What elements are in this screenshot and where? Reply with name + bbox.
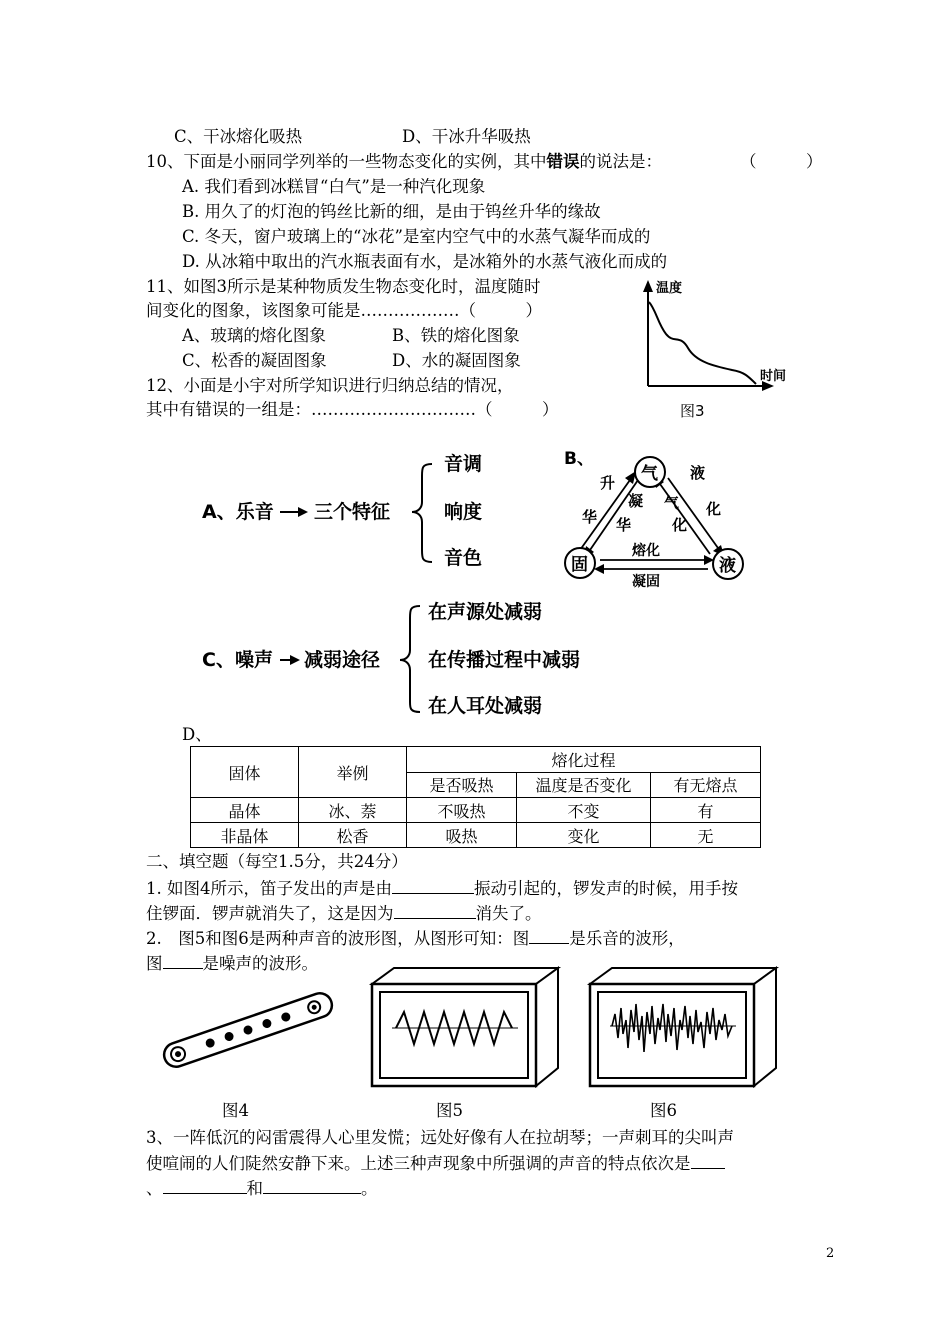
fill-3-blank-1[interactable]: [691, 1152, 725, 1169]
th-temp-change: 温度是否变化: [517, 772, 651, 798]
table-cell: 不变: [517, 798, 651, 823]
label-melting: 熔化: [632, 543, 660, 559]
group-a-diagram: [196, 446, 516, 576]
q12-line2: 其中有错误的一组是：…………………………（ ）: [146, 400, 559, 419]
fill-1-blank-2[interactable]: [394, 902, 476, 919]
fill-3-blank-3[interactable]: [263, 1177, 361, 1194]
fig5-box-top: [372, 968, 558, 984]
fill-3-text: 使喧闹的人们陡然安静下来。上述三种声现象中所强调的声音的特点依次是: [146, 1154, 691, 1173]
fill-3-blank-2[interactable]: [163, 1177, 247, 1194]
table-cell: 变化: [517, 823, 651, 848]
group-a-center: 三个特征: [314, 501, 391, 523]
fill-2-blank-2[interactable]: [163, 952, 203, 969]
th-melting-point: 有无熔点: [651, 772, 761, 798]
q11-option-a: A、玻璃的熔化图象: [182, 326, 326, 345]
fill-2-text-c: 图: [146, 954, 163, 973]
fill-3-and: 和: [246, 1179, 263, 1198]
fig3-y-arrow: [643, 280, 653, 292]
label-liquefaction-2: 化: [706, 500, 722, 518]
q11-option-b: B、铁的熔化图象: [392, 326, 520, 345]
figure-3-temperature-graph: [630, 272, 810, 422]
q10-option-d: D. 从冰箱中取出的汽水瓶表面有水，是冰箱外的水蒸气液化而成的: [182, 252, 668, 271]
fig5-box-side: [536, 968, 558, 1086]
fill-1-line-2: [146, 902, 542, 925]
fig3-ylabel: 温度: [656, 281, 683, 296]
figure-5-music-waveform: [364, 964, 564, 1090]
fill-3-line-1: 3、一阵低沉的闷雷震得人心里发慌；远处好像有人在拉胡琴；一声刺耳的尖叫声: [146, 1128, 734, 1147]
table-cell: 松香: [299, 823, 407, 848]
group-b-state-triangle: [560, 438, 770, 598]
group-a-item-2: 响度: [444, 501, 483, 523]
fig6-box-side: [754, 968, 776, 1086]
q9-option-c: C、干冰熔化吸热: [174, 127, 303, 146]
melting-comparison-table: [190, 746, 761, 848]
label-vaporization-1: 气: [664, 494, 680, 512]
table-row: [191, 823, 761, 848]
q12-line1: 12、小面是小宇对所学知识进行归纳总结的情况，: [146, 376, 514, 395]
group-a-item-3: 音色: [444, 547, 483, 569]
fig6-screen: [598, 992, 746, 1078]
label-deposition-1: 凝: [628, 492, 644, 510]
table-cell: 非晶体: [191, 823, 299, 848]
group-c-item-3: 在人耳处减弱: [428, 695, 543, 717]
table-cell: 不吸热: [407, 798, 517, 823]
group-c-item-2: 在传播过程中减弱: [428, 649, 581, 671]
fill-3-line-2: [146, 1152, 725, 1175]
page-number: 2: [826, 1246, 835, 1261]
fill-1-text-d: 消失了。: [475, 904, 542, 923]
group-c-center: 减弱途径: [304, 649, 381, 671]
fill-1-blank-1[interactable]: [392, 877, 474, 894]
section-2-title: 二、填空题（每空1.5分，共24分）: [146, 852, 408, 871]
fill-2-text-b: 是乐音的波形，: [569, 929, 685, 948]
table-cell: 吸热: [407, 823, 517, 848]
th-absorb-heat: 是否吸热: [407, 772, 517, 798]
label-solidification: 凝固: [632, 574, 660, 590]
fill-2-line-2: [146, 952, 318, 975]
fig5-screen: [380, 992, 528, 1078]
table-cell: 无: [651, 823, 761, 848]
fill-3-end: 。: [361, 1179, 378, 1198]
table-cell: 冰、萘: [299, 798, 407, 823]
q10-stem: [146, 151, 662, 173]
q10-stem-bold: 错误: [546, 152, 580, 171]
fill-1-text-c: 住锣面．锣声就消失了，这是因为: [146, 904, 394, 923]
group-c-item-1: 在声源处减弱: [428, 601, 543, 623]
node-solid-label: 固: [571, 555, 588, 575]
q10-stem-a: 10、下面是小丽同学列举的一些物态变化的实例，其中: [146, 152, 547, 171]
fill-1-text-a: 1. 如图4所示，笛子发出的声是由: [146, 879, 392, 898]
fill-2-text-a: 2. 图5和图6是两种声音的波形图，从图形可知：图: [146, 929, 530, 948]
fig3-caption: 图3: [680, 402, 705, 420]
label-sublimation-2: 华: [582, 508, 598, 526]
figure-5-caption: 图5: [436, 1101, 463, 1120]
group-b-label: B、: [564, 449, 594, 469]
label-deposition-2: 华: [616, 516, 632, 534]
group-c-diagram: [196, 594, 616, 724]
fill-1-text-b: 振动引起的，锣发声的时候，用手按: [474, 879, 738, 898]
q10-option-a: A. 我们看到冰糕冒“白气”是一种汽化现象: [182, 177, 486, 196]
fill-3-sep: 、: [146, 1179, 163, 1198]
q11-option-d: D、水的凝固图象: [392, 351, 521, 370]
q10-answer-paren: （ ）: [740, 152, 823, 171]
figure-6-noise-waveform: [582, 964, 782, 1090]
fig3-xlabel: 时间: [760, 369, 787, 384]
group-c-arrow-head: [290, 655, 300, 665]
label-vaporization-2: 化: [672, 516, 688, 534]
group-a-item-1: 音调: [444, 453, 483, 475]
fig6-box-top: [590, 968, 776, 984]
label-sublimation-1: 升: [600, 474, 616, 492]
q10-option-b: B. 用久了的灯泡的钨丝比新的细，是由于钨丝升华的缘故: [182, 202, 601, 221]
q10-stem-b: 的说法是：: [579, 152, 662, 171]
group-a-brace: [412, 464, 432, 562]
q11-line1: 11、如图3所示是某种物质发生物态变化时，温度随时: [146, 277, 541, 296]
group-c-prefix: C、噪声: [202, 649, 273, 671]
q11-option-c: C、松香的凝固图象: [182, 351, 327, 370]
q11-line2: 间变化的图象，该图象可能是………………（ ）: [146, 301, 542, 320]
q9-option-d: D、干冰升华吸热: [402, 127, 531, 146]
figure-4-flute: [156, 988, 342, 1072]
fill-3-line-3: [146, 1177, 378, 1200]
figure-6-caption: 图6: [650, 1101, 677, 1120]
node-gas-label: 气: [641, 464, 658, 484]
node-liquid-label: 液: [719, 556, 736, 576]
group-a-prefix: A、乐音: [202, 501, 274, 523]
figure-4-caption: 图4: [222, 1101, 249, 1120]
group-d-label: D、: [182, 725, 212, 744]
fig3-curve: [649, 302, 756, 384]
fill-2-blank-1[interactable]: [529, 927, 569, 944]
fill-2-line-1: [146, 927, 685, 950]
th-example: 举例: [299, 747, 407, 798]
fill-1-line-1: [146, 877, 738, 900]
table-cell: 有: [651, 798, 761, 823]
group-a-arrow-head: [298, 507, 308, 517]
fill-2-text-d: 是噪声的波形。: [202, 954, 318, 973]
table-row: [191, 798, 761, 823]
th-melting-process: 熔化过程: [407, 747, 761, 773]
th-solid: 固体: [191, 747, 299, 798]
table-cell: 晶体: [191, 798, 299, 823]
q10-option-c: C. 冬天，窗户玻璃上的“冰花”是室内空气中的水蒸气凝华而成的: [182, 227, 651, 246]
label-liquefaction-1: 液: [690, 464, 706, 482]
group-c-brace: [400, 606, 420, 712]
